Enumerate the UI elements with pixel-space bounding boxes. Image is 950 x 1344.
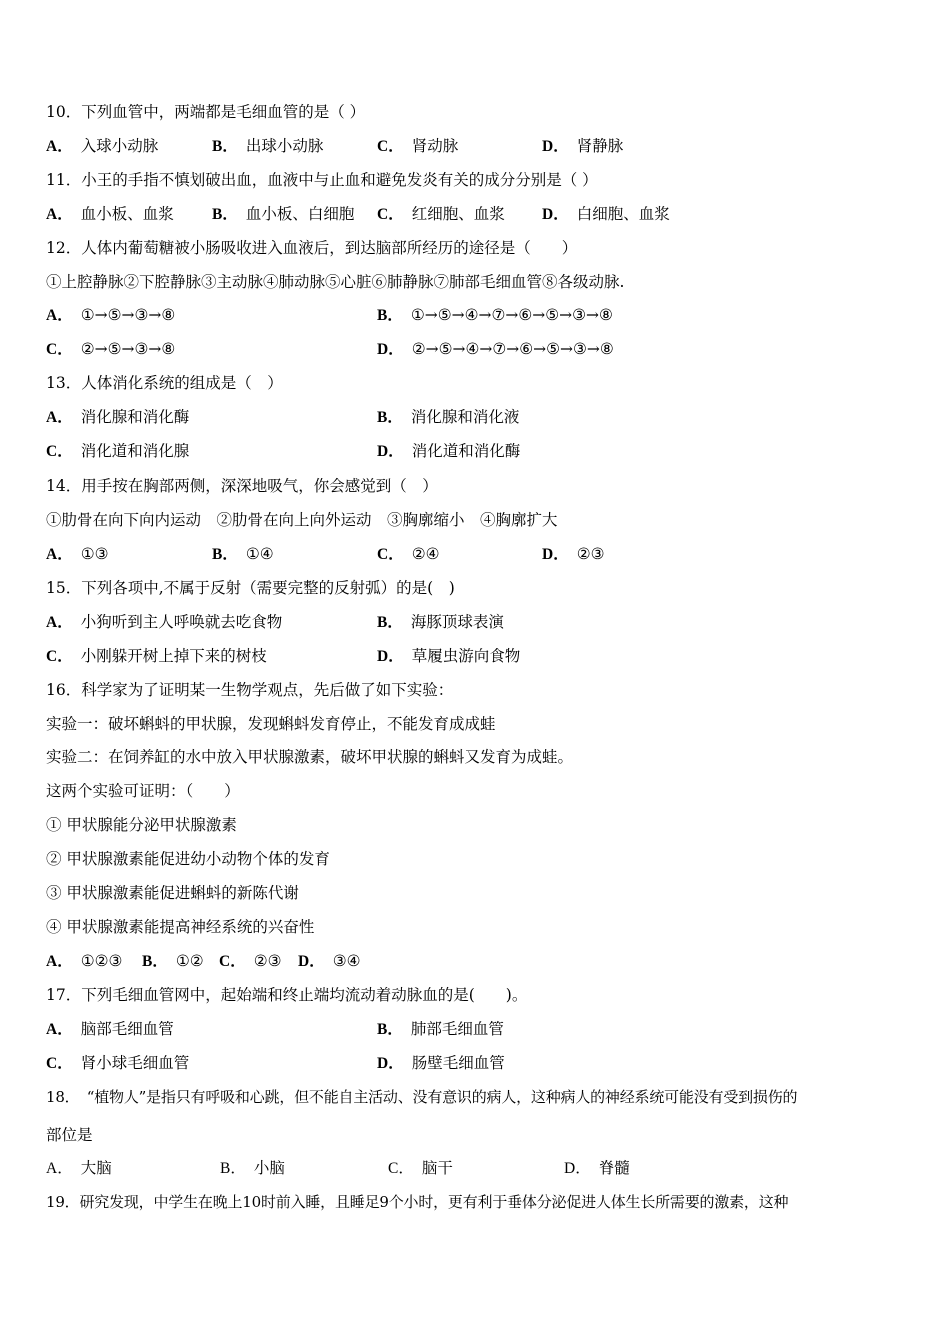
q16-statement-2: ② 甲状腺激素能促进幼小动物个体的发育 bbox=[46, 850, 330, 868]
q12-option-d: D． ②→⑤→④→⑦→⑥→⑤→③→⑧ bbox=[377, 340, 614, 358]
q12-option-a: A． ①→⑤→③→⑧ bbox=[46, 306, 176, 324]
q14-stem: 14．用手按在胸部两侧，深深地吸气，你会感觉到（ ） bbox=[46, 477, 438, 495]
q12-stem: 12．人体内葡萄糖被小肠吸收进入血液后，到达脑部所经历的途径是（ ） bbox=[46, 239, 578, 257]
q10-option-d: D． 肾静脉 bbox=[542, 137, 624, 155]
q14-option-d: D． ②③ bbox=[542, 545, 605, 563]
q11-option-c: C． 红细胞、血浆 bbox=[377, 205, 505, 223]
q11-option-a: A． 血小板、血浆 bbox=[46, 205, 174, 223]
q14-option-c: C． ②④ bbox=[377, 545, 440, 563]
q16-statement-4: ④ 甲状腺激素能提高神经系统的兴奋性 bbox=[46, 918, 315, 936]
q15-option-a: A． 小狗听到主人呼唤就去吃食物 bbox=[46, 613, 283, 631]
q10-stem: 10．下列血管中，两端都是毛细血管的是（ ） bbox=[46, 103, 366, 121]
q15-option-c: C． 小刚躲开树上掉下来的树枝 bbox=[46, 647, 267, 665]
q17-stem: 17．下列毛细血管网中，起始端和终止端均流动着动脉血的是( )。 bbox=[46, 986, 528, 1004]
q18-option-a: A． 大脑 bbox=[46, 1159, 112, 1177]
q16-ask: 这两个实验可证明：（ ） bbox=[46, 782, 240, 800]
q10-option-a: A． 入球小动脉 bbox=[46, 137, 159, 155]
q13-option-a: A． 消化腺和消化酶 bbox=[46, 408, 190, 426]
q11-option-b: B． 血小板、白细胞 bbox=[212, 205, 355, 223]
q13-option-d: D． 消化道和消化酶 bbox=[377, 442, 521, 460]
q13-option-c: C． 消化道和消化腺 bbox=[46, 442, 190, 460]
q14-option-b: B． ①④ bbox=[212, 545, 274, 563]
q15-option-d: D． 草履虫游向食物 bbox=[377, 647, 521, 665]
q16-option-d: D． ③④ bbox=[298, 952, 361, 970]
q16-stem: 16．科学家为了证明某一生物学观点，先后做了如下实验： bbox=[46, 681, 454, 699]
q10-option-b: B． 出球小动脉 bbox=[212, 137, 324, 155]
q12-option-c: C． ②→⑤→③→⑧ bbox=[46, 340, 176, 358]
q17-option-c: C． 肾小球毛细血管 bbox=[46, 1054, 190, 1072]
q13-stem: 13．人体消化系统的组成是（ ） bbox=[46, 374, 283, 392]
q16-experiment-2: 实验二：在饲养缸的水中放入甲状腺激素，破坏甲状腺的蝌蚪又发育为成蛙。 bbox=[46, 748, 574, 766]
q18-option-d: D． 脊髓 bbox=[564, 1159, 630, 1177]
q18-stem: 18． “植物人”是指只有呼吸和心跳，但不能自主活动、没有意识的病人，这种病人的神经系统可能没有受到损伤的 bbox=[46, 1088, 798, 1106]
q16-experiment-1: 实验一：破坏蝌蚪的甲状腺，发现蝌蚪发育停止，不能发育成成蛙 bbox=[46, 715, 496, 733]
q19-stem: 19．研究发现，中学生在晚上10时前入睡，且睡足9个小时，更有利于垂体分泌促进人体生长所需要的激素，这种 bbox=[46, 1193, 789, 1211]
q15-stem: 15．下列各项中,不属于反射（需要完整的反射弧）的是( ) bbox=[46, 579, 455, 597]
q17-option-a: A． 脑部毛细血管 bbox=[46, 1020, 174, 1038]
q16-option-c: C． ②③ bbox=[219, 952, 282, 970]
q18-stem-continued: 部位是 bbox=[46, 1126, 93, 1144]
q17-option-d: D． 肠壁毛细血管 bbox=[377, 1054, 505, 1072]
q13-option-b: B． 消化腺和消化液 bbox=[377, 408, 520, 426]
q14-option-a: A． ①③ bbox=[46, 545, 109, 563]
q16-statement-1: ① 甲状腺能分泌甲状腺激素 bbox=[46, 816, 237, 834]
q17-option-b: B． 肺部毛细血管 bbox=[377, 1020, 504, 1038]
q16-option-a: A． ①②③ bbox=[46, 952, 123, 970]
q12-option-b: B． ①→⑤→④→⑦→⑥→⑤→③→⑧ bbox=[377, 306, 613, 324]
q16-statement-3: ③ 甲状腺激素能促进蝌蚪的新陈代谢 bbox=[46, 884, 299, 902]
q11-option-d: D． 白细胞、血浆 bbox=[542, 205, 670, 223]
q18-option-c: C． 脑干 bbox=[388, 1159, 453, 1177]
q11-stem: 11．小王的手指不慎划破出血，血液中与止血和避免发炎有关的成分分别是（ ） bbox=[46, 171, 598, 189]
q14-note: ①肋骨在向下向内运动 ②肋骨在向上向外运动 ③胸廓缩小 ④胸廓扩大 bbox=[46, 511, 558, 529]
q16-option-b: B． ①② bbox=[142, 952, 204, 970]
q18-option-b: B． 小脑 bbox=[220, 1159, 285, 1177]
q12-note: ①上腔静脉②下腔静脉③主动脉④肺动脉⑤心脏⑥肺静脉⑦肺部毛细血管⑧各级动脉. bbox=[46, 273, 625, 291]
q10-option-c: C． 肾动脉 bbox=[377, 137, 459, 155]
q15-option-b: B． 海豚顶球表演 bbox=[377, 613, 504, 631]
